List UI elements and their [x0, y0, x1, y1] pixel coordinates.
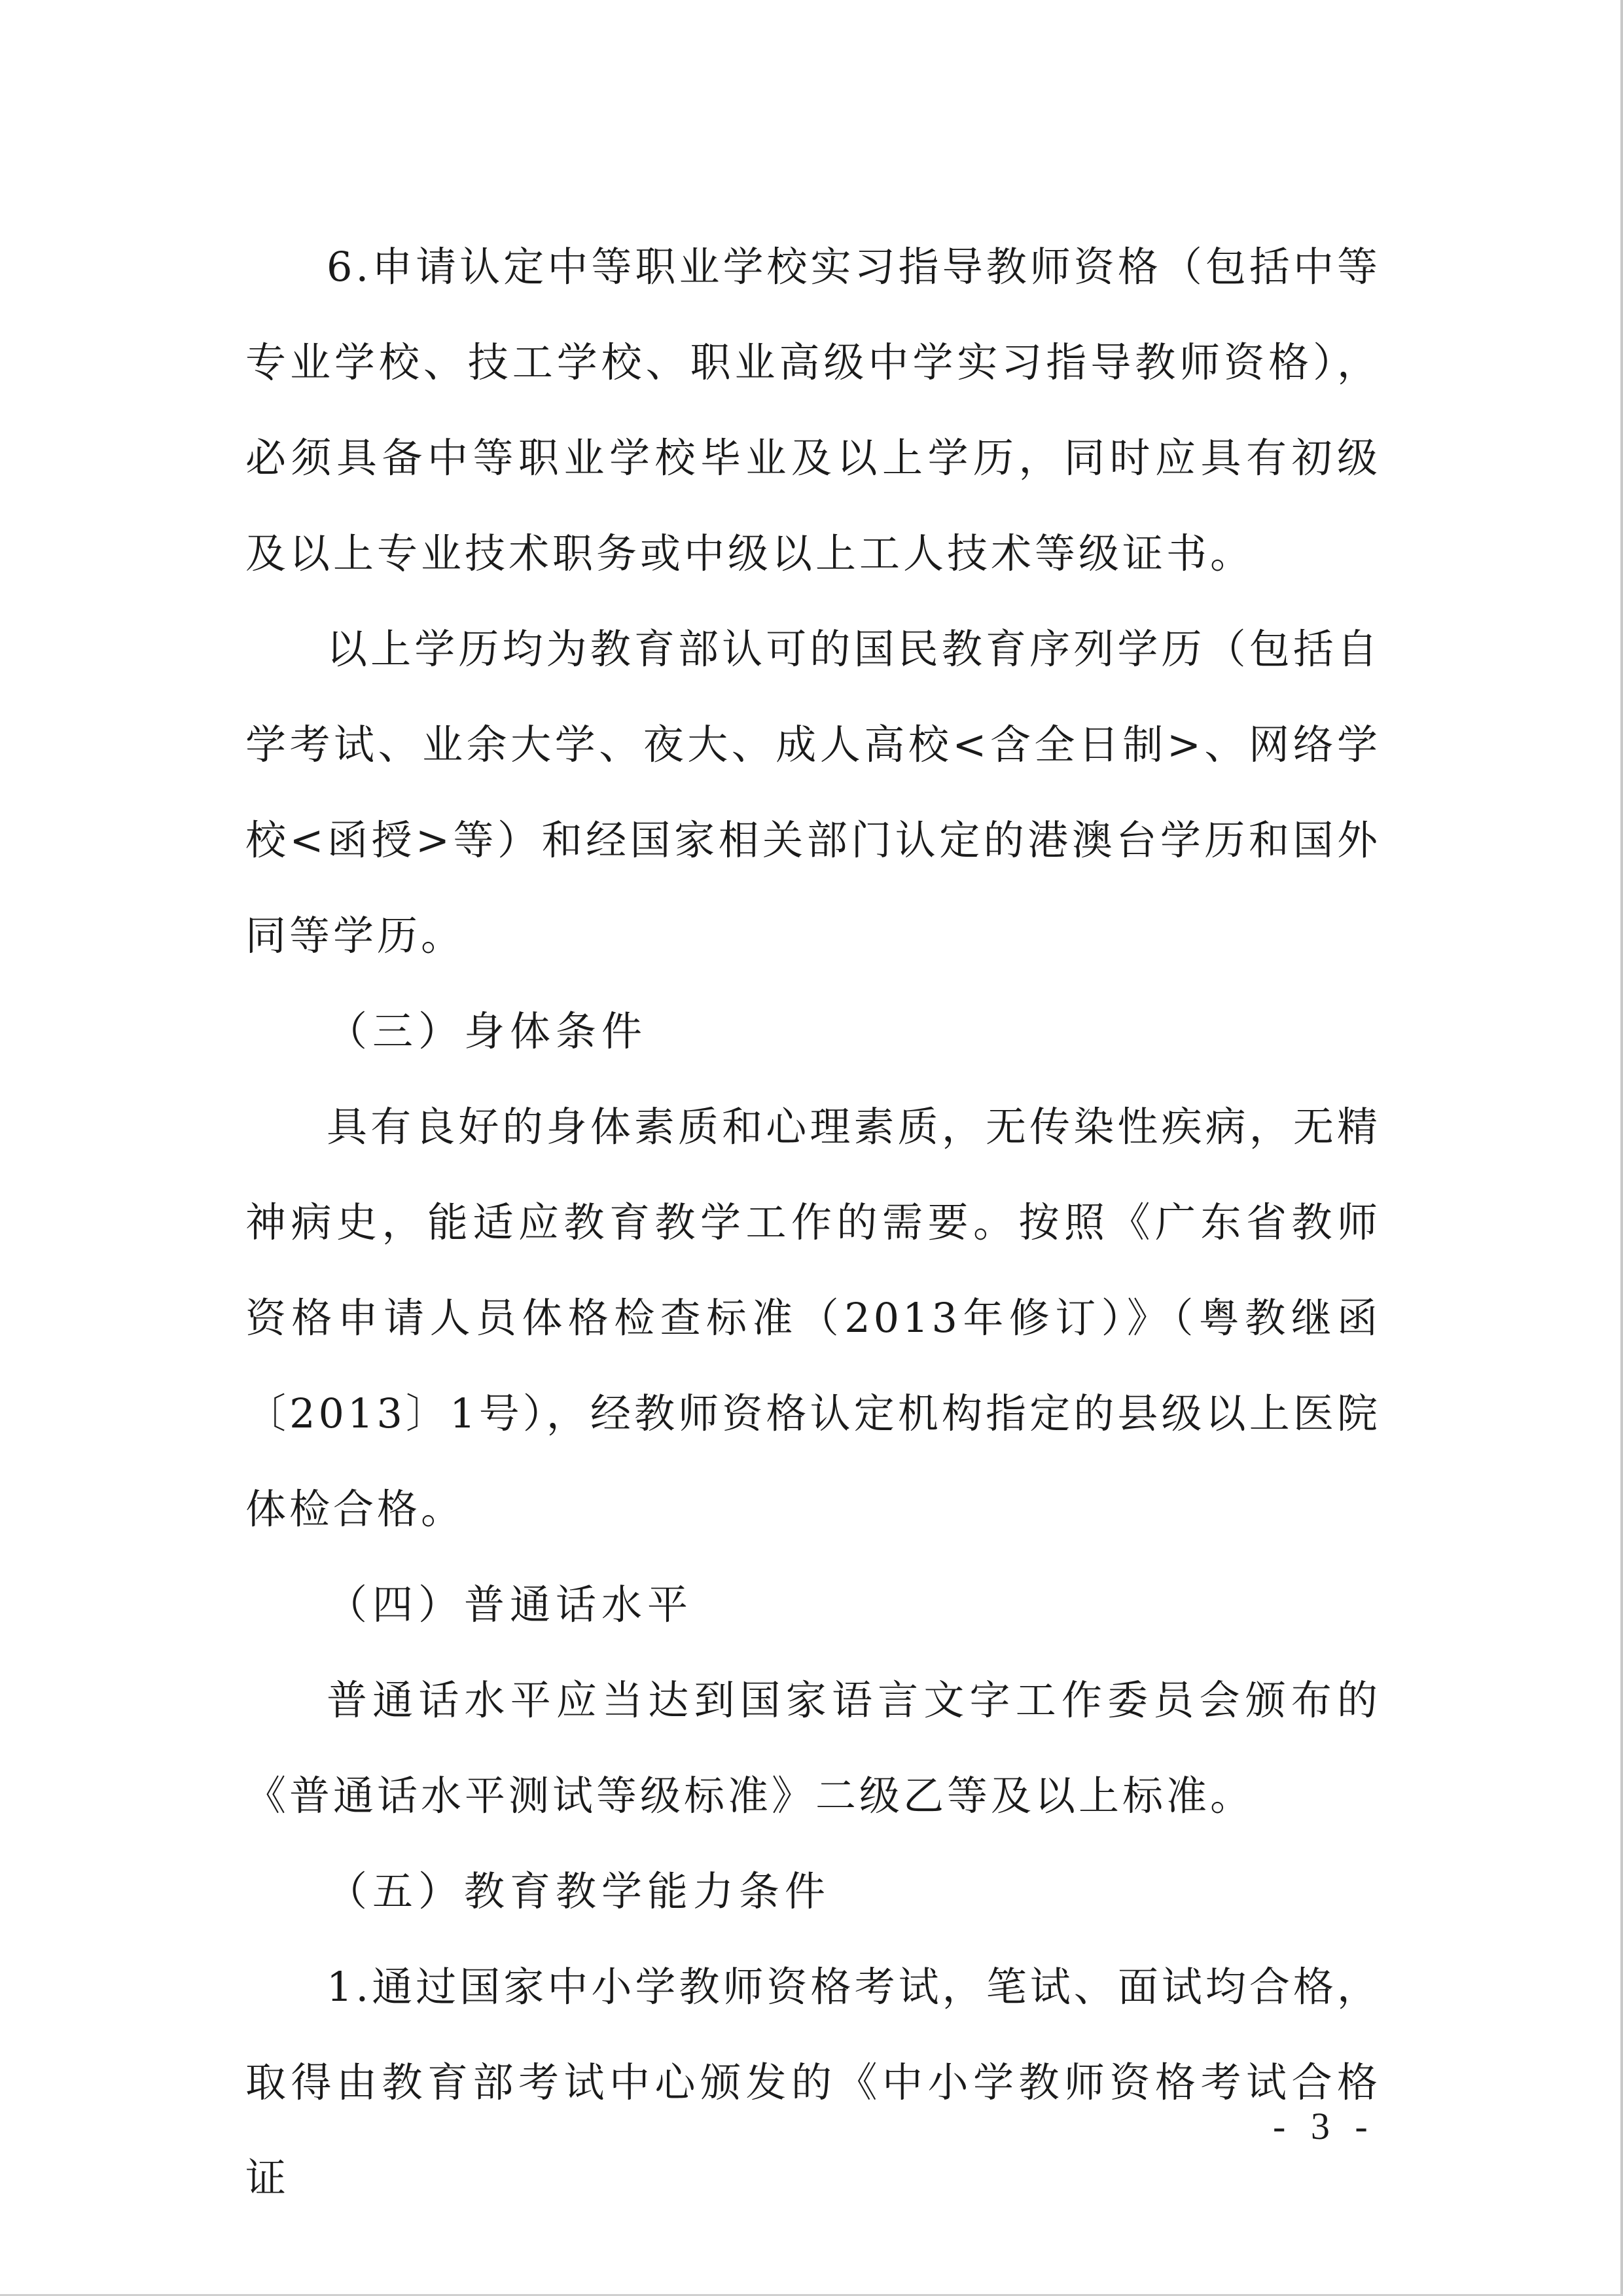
paragraph-physical-conditions: 具有良好的身体素质和心理素质，无传染性疾病，无精神病史，能适应教育教学工作的需要。按照《广东省教师资格申请人员体格检查标准（2013年修订）》（粤教继函〔2013〕1号），经教师资格认定机构指定的县级以上医院体检合格。: [245, 1103, 1381, 1533]
section-heading-mandarin-level: （四）普通话水平: [327, 1581, 694, 1628]
section-heading-physical-conditions: （三）身体条件: [327, 1007, 648, 1055]
paragraph-mandarin-level: 普通话水平应当达到国家语言文字工作委员会颁布的《普通话水平测试等级标准》二级乙等及以上标准。: [245, 1676, 1381, 1820]
section-heading-teaching-ability: （五）教育教学能力条件: [327, 1867, 831, 1915]
paragraph-education-credentials: 以上学历均为教育部认可的国民教育序列学历（包括自学考试、业余大学、夜大、成人高校<含全日制>、网络学校<函授>等）和经国家相关部门认定的港澳台学历和国外同等学历。: [245, 625, 1381, 960]
scan-edge-right: [1620, 0, 1623, 2296]
paragraph-teaching-ability-exam: 1.通过国家中小学教师资格考试，笔试、面试均合格，取得由教育部考试中心颁发的《中小学教师资格考试合格证: [245, 1963, 1381, 2202]
paragraph-internship-instructor-qualification: 6.申请认定中等职业学校实习指导教师资格（包括中等专业学校、技工学校、职业高级中学实习指导教师资格），必须具备中等职业学校毕业及以上学历，同时应具有初级及以上专业技术职务或中级以上工人技术等级证书。: [245, 243, 1381, 577]
page-number: - 3 -: [1273, 2105, 1376, 2147]
document-body: [245, 219, 1381, 2226]
